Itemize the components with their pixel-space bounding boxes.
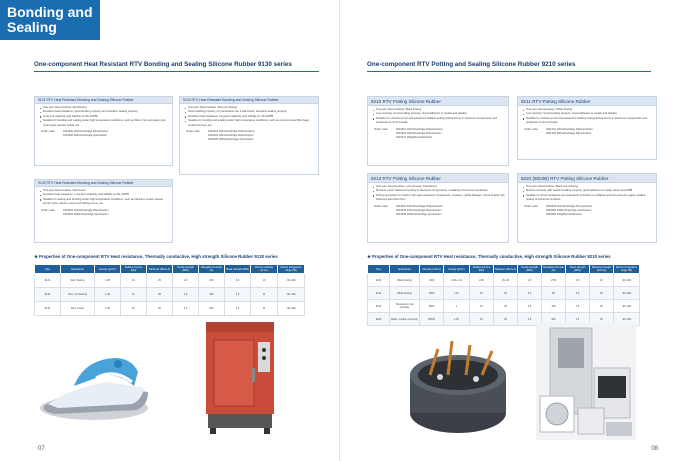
column-header: Type [35,265,61,274]
right-section-title: One-component RTV Potting and Sealing Silicone Rubber 9210 series [367,61,576,68]
table-cell: 200 [199,274,225,288]
product-name: 9210 RTV Potting Silicone Rubber [368,97,508,106]
table-cell: Translucent, low viscosity [390,300,420,313]
table-row [35,274,305,288]
order-label: Order code: [186,130,201,134]
product-card-9133 [34,179,173,243]
steam-iron-photo [36,348,156,428]
table-cell: 1300 [420,274,444,287]
table-cell: 2.5 [173,274,199,288]
order-code-row: 9220004 310ml/Cartridge 25 pcs/Carton [546,204,593,208]
product-card-9211 [517,96,657,160]
page-number: 07 [38,446,45,452]
table-cell: -60~260 [278,302,305,316]
kitchen-appliances-photo [536,322,636,440]
column-header: Tensile strength (MPa) [518,265,542,274]
bullet-item: One-part, Deoxime/free, Black flowing [373,108,505,112]
order-code-row: 9132004 300ml/Cartridge 25pcs/Carton [208,134,254,138]
table-cell: 15 [470,313,494,326]
potted-electronics-photo [400,335,518,439]
order-code-row: 9210001 100ml/Cartridge 100pcs/Carton [396,127,443,131]
bullet-item: Suitable for moisture-proof and waterproof shallow potting (below 6mm) in electronic components and protection of circuit boards [523,117,653,126]
table-cell: 15 [470,287,494,300]
table-cell: 1.18 [444,313,470,326]
product-card-9212 [367,173,509,243]
table-cell: 9220 [368,313,390,326]
table-cell: 425 [542,313,566,326]
bullet-item: Potting protection for small or thin layer electronic components, modules, optical displays, circuit boards with thickness less than 6mm [373,194,505,203]
column-header: Service temperature range (℃) [614,265,640,274]
order-code-row: 9211300 300ml/Cartridge 25pcs/Carton [546,131,592,135]
table-cell: 2.8 [518,274,542,287]
table-cell: 35 [147,288,173,302]
table-row [368,287,640,300]
order-codes [35,207,172,217]
table-cell: 2.3 [225,302,251,316]
column-header: Surface dry time (Min) [470,265,494,274]
left-section-title: One-component Heat Resistant RTV Bonding and Sealing Silicone Rubber 9130 series [34,61,292,68]
bullet-list [35,104,172,128]
left-table-title: ★ Properties of One-component RTV Heat resistance, Thermally conductive, High strength Silicone Rubber 9130 series [34,254,278,259]
order-codes [368,126,508,141]
order-code-row: 9133005 2600ml/Cartridge 4pcs/Carton [63,212,109,216]
table-cell: 9133 [35,302,61,316]
bullet-item: One-part, Decolouration, White flowing [523,108,653,112]
bullet-list [368,106,508,126]
table-cell: 1.08~1.10 [444,274,470,287]
order-codes [368,203,508,218]
column-header: Density (g/cm³) [95,265,121,274]
table-cell: 1.5 [566,313,590,326]
table-cell: 1.38 [95,274,121,288]
table-cell: 200 [199,302,225,316]
table-cell: -60~260 [278,274,305,288]
product-name: 9220 (9022B) RTV Potting Silicone Rubber [518,174,656,183]
section-banner [0,0,100,40]
left-title-rule [34,71,319,72]
table-cell: 2.5 [225,288,251,302]
bullet-item: One-part, Deoxime/free, Low viscosity, Translucent [373,185,505,189]
bullet-item: Excellent heat resistance, good bonding property and excellent sealing property [40,110,169,114]
product-name: 9132 RTV Heat Resistant Bonding and Sealing Silicone Rubber [180,97,318,104]
table-cell: 11 [251,288,278,302]
table-cell: 11 [251,302,278,316]
table-row [368,274,640,287]
bullet-item: One-part, Deoxime/free, Red non-flowing [185,106,315,110]
order-code-row: 9212001 100ml/Cartridge 100pcs/Carton [396,204,443,208]
table-cell: 30 [494,313,518,326]
table-cell: 16 [590,274,614,287]
bullet-item: Suitable for shock resistance and waterproof protection to radiators and low pressure pages, shallow potting of electronic products [523,194,653,203]
column-header: Hardness (Shore A) [147,265,173,274]
table-cell: 18 [590,313,614,326]
order-label: Order code: [524,204,539,208]
table-cell: 9210 [368,274,390,287]
table-cell: -60~180 [614,300,640,313]
order-code-row: 9132001 100ml/Cartridge 100pcs/Carton [208,130,255,134]
table-cell: 180 [199,288,225,302]
table-cell: Black, medium viscosity [390,313,420,326]
bullet-item: Excellent heat resistance, long-term elasticity and stability at -60~260℃ [185,115,315,119]
order-label: Order code: [374,127,389,131]
table-cell: 15 [470,300,494,313]
table-cell: -60~260 [278,288,305,302]
industrial-oven-photo [200,318,280,436]
bullet-item: Suitable for sealing and bonding under high temperature conditions, such as induction cooker panels, electric irons, electric ovens and baking ovens, etc. [40,198,169,207]
column-header: Elongation at break (%) [543,266,564,272]
bullet-item: Moisture-proof, waterproof potting to electronic components, insulating circuit board protection [373,189,505,193]
column-header: Viscosity (mPa·s) [420,265,444,274]
table-cell: 20 [590,300,614,313]
column-header: Elongation at break (%) [199,265,225,274]
order-codes [35,128,172,138]
order-label: Order code: [524,127,539,131]
table-cell: -60~180 [614,274,640,287]
order-code-row: 9131300 300ml/Cartridge 4pcs/Carton [63,134,107,138]
table-cell: 1.30 [95,302,121,316]
product-name: 9133 RTV Heat Resistant Bonding and Sealing Silicone Rubber [35,180,172,187]
order-code-row: 9132005 3000ml/Cartridge 4pcs/Carton [208,138,254,142]
table-cell: 2.0 [518,287,542,300]
order-code-row: 9211001 100ml/Cartridge 100pcs/Carton [546,127,593,131]
bullet-item: Suitable for bonding and sealing under high temperature conditions, such as filters, hot mold glass pots, motorcycle cylinder heads, etc. [40,119,169,128]
table-cell: 1.36 [95,288,121,302]
table-cell: 150 [542,300,566,313]
table-cell: Red, non-flowing [61,288,95,302]
order-codes [518,126,656,136]
table-cell: 4500 [420,287,444,300]
column-header: Service temperature range (℃) [278,265,305,274]
column-header: Hardness (Shore A) [494,265,518,274]
bullet-item: Long time elasticity and stability at -60~260℃ [40,115,169,119]
bullet-item: Medium viscosity with certain levelling property, good adhesion to metal, plastic and PWB [523,189,653,193]
table-header-row [35,265,305,274]
order-label: Order code: [41,208,56,212]
order-codes [518,203,656,218]
order-code-row: 9212005 2600ml/Cartridge 4pcs/Carton [396,213,442,217]
column-header: Type [368,265,390,274]
table-cell: -60~180 [614,313,640,326]
table-cell: 20 [590,287,614,300]
table-cell: 3.0 [225,274,251,288]
table-cell: 10 [121,274,147,288]
table-cell: 2.00 [470,274,494,287]
bullet-list [180,104,318,128]
bullet-item: One-part, Deoxime/free, Red flowing [40,106,169,110]
order-code-row: 9220006 18kg/Pail 1Pail/carton [546,213,582,217]
bullet-item: One-part, Deoxime/free, Black semi-flowing [523,185,653,189]
table-cell: 10 [121,302,147,316]
table-cell: 1 [444,300,470,313]
table-cell: 2.5 [518,300,542,313]
column-header: Appearance [61,265,95,274]
right-properties-table [367,264,640,326]
order-code-row: 9220005 2600ml/Cartridge 4pcs/Carton [546,208,592,212]
column-header: Density (g/cm³) [444,265,470,274]
column-header: Surface dry time (Min) [121,265,147,274]
table-cell: 1.8 [173,288,199,302]
bullet-item: One-part, Deoxime/free, Red cream [40,189,169,193]
banner-line-1: Bonding and [7,4,93,20]
table-cell: 0.8 [566,274,590,287]
table-cell: Black flowing [390,274,420,287]
table-cell: 30 [494,287,518,300]
column-header: Tensile strength (MPa) [173,265,199,274]
bullet-list [518,183,656,203]
table-row [35,302,305,316]
table-cell: 25 [147,274,173,288]
table-cell: ≥750 [542,274,566,287]
order-codes [180,128,318,143]
page-number: 08 [651,446,658,452]
product-name: 9131 RTV Heat Resistant Bonding and Sealing Silicone Rubber [35,97,172,104]
order-label: Order code: [41,130,56,134]
bullet-list [35,187,172,207]
table-row [35,288,305,302]
right-page [340,0,680,461]
table-cell: -60~180 [614,287,640,300]
bullet-item: Good molding property, for penetration into small cracks, Excellent sealing property [185,110,315,114]
table-cell: 0.5 [566,287,590,300]
bullet-item: Low viscosity, Good levelling property, Good adhesion to metals and plastics [373,112,505,116]
table-cell: Red, cream [61,302,95,316]
column-header: Appearance [390,265,420,274]
table-cell: 10 [251,274,278,288]
left-properties-table [34,264,305,316]
order-code-row: 9133004 310ml/Cartridge 25pcs/Carton [63,208,109,212]
table-cell: 10 [121,288,147,302]
table-cell: 9131 [35,274,61,288]
table-cell: 80 [542,287,566,300]
order-code-row: 9212004 310ml/Cartridge 25pcs/Carton [396,208,442,212]
bullet-item: Excellent heat resistance, Long term elasticity and stability at -60~260℃ [40,193,169,197]
order-label: Order code: [374,204,389,208]
product-card-9132 [179,96,319,175]
table-cell: Red, flowing [61,274,95,288]
table-cell: 1.16 [444,287,470,300]
bullet-list [368,183,508,203]
column-header: Shear strength (MPa) [225,265,251,274]
column-header: Dielectric strength (kV/mm) [590,265,614,274]
column-header: Volume resistivity (Ω·cm) [251,265,278,274]
table-cell: 25000 [420,313,444,326]
table-cell: 9211 [368,287,390,300]
order-code-row: 9131100 100ml/Cartridge 25pcs/Carton [63,130,109,134]
right-table-title: ★ Properties of One-component RTV Heat resistance, Thermally conductive, High strength Silicone Rubber 9210 series [367,254,611,259]
table-cell: White flowing [390,287,420,300]
bullet-item: Suitable for moisture-proof and waterproof shallow potting (below 6mm) in electronic components and protection of circuit boards [373,117,505,126]
bullet-item: Suitable for bonding and sealing under high temperature conditions, such as environmental filter bags, metal chimneys, etc. [185,119,315,128]
table-row [368,300,640,313]
banner-line-2: Sealing [7,19,57,35]
table-cell: 2.0 [173,302,199,316]
column-header: Shear strength (MPa) [566,265,590,274]
table-cell: 25~30 [494,274,518,287]
product-card-9131 [34,96,173,166]
table-cell: 1.5 [566,300,590,313]
table-header-row [368,265,640,274]
bullet-list [518,106,656,126]
table-cell: 30 [494,300,518,313]
order-code-row: 9210047 18kg/Pail 1pail/Carton [396,136,433,140]
product-card-9220 [517,173,657,243]
table-cell: 9132 [35,288,61,302]
table-cell: 30 [147,302,173,316]
table-cell: 0.5 [518,313,542,326]
table-cell: 9212 [368,300,390,313]
order-code-row: 9210004 300ml/Cartridge 25pcs/Carton [396,131,442,135]
bullet-item: Low viscosity, Good levelling property, Good adhesion to metals and plastics [523,112,653,116]
product-card-9210 [367,96,509,166]
product-name: 9212 RTV Potting Silicone Rubber [368,174,508,183]
product-name: 9211 RTV Potting Silicone Rubber [518,97,656,106]
table-cell: 3500 [420,300,444,313]
right-title-rule [367,71,651,72]
